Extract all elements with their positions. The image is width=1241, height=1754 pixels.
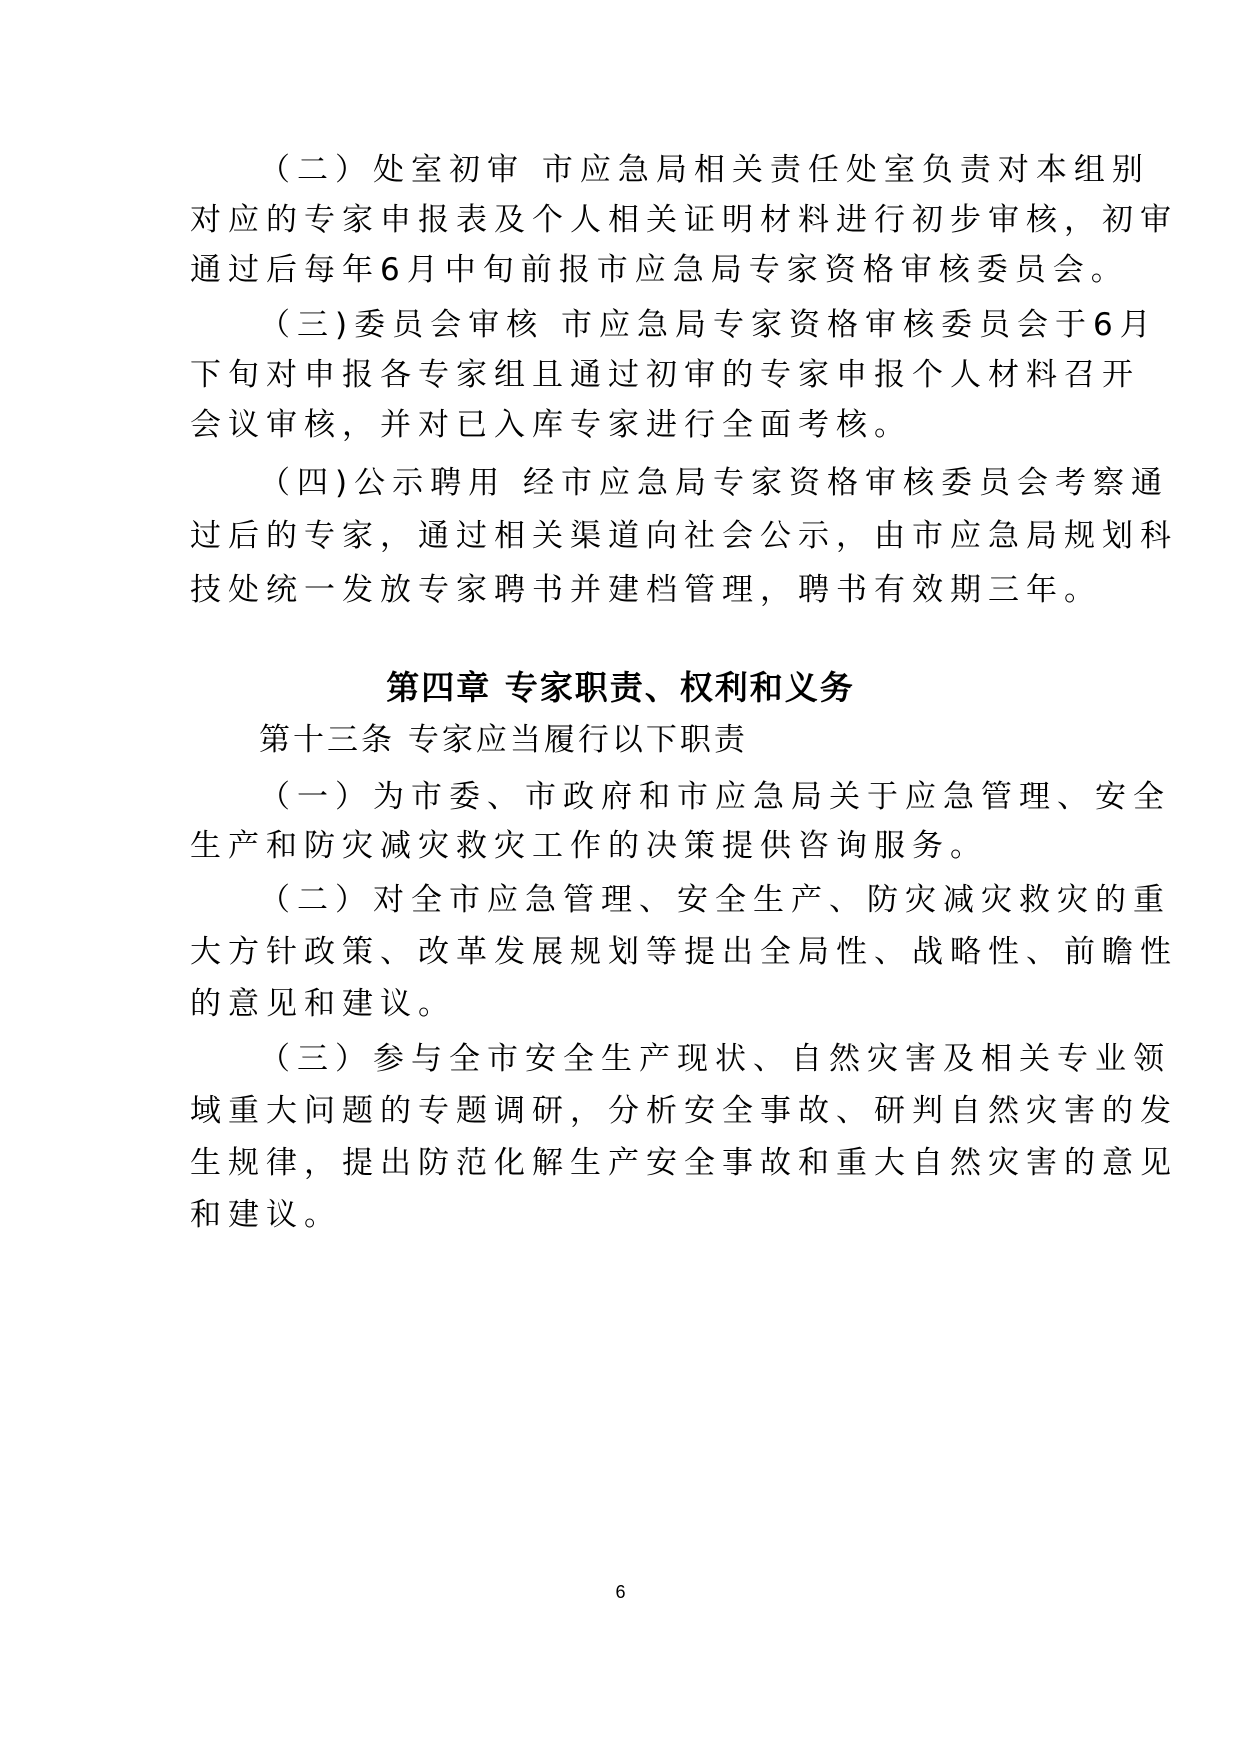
section-4-line-3: 技处统一发放专家聘书并建档管理，聘书有效期三年。 [190, 572, 1102, 608]
duty-2-line-3: 的意见和建议。 [190, 986, 456, 1022]
section-3-line-2: 下旬对申报各专家组且通过初审的专家申报个人材料召开 [190, 357, 1140, 393]
section-3-line-1: （三)委员会审核 市应急局专家资格审核委员会于6月 [259, 307, 1158, 343]
section-2-line-2: 对应的专家申报表及个人相关证明材料进行初步审核，初审 [190, 202, 1178, 238]
section-3-line-3: 会议审核，并对已入库专家进行全面考核。 [190, 407, 912, 443]
section-4-line-2: 过后的专家，通过相关渠道向社会公示，由市应急局规划科 [190, 518, 1178, 554]
duty-3-line-1: （三）参与全市安全生产现状、自然灾害及相关专业领 [259, 1041, 1171, 1077]
duty-3-line-3: 生规律，提出防范化解生产安全事故和重大自然灾害的意见 [190, 1145, 1178, 1181]
article-13-heading: 第十三条 专家应当履行以下职责 [259, 722, 748, 758]
section-2-line-3: 通过后每年6月中旬前报市应急局专家资格审核委员会。 [190, 252, 1129, 288]
duty-2-line-1: （二）对全市应急管理、安全生产、防灾减灾救灾的重 [259, 882, 1171, 918]
page-number: 6 [615, 1582, 626, 1602]
duty-1-line-2: 生产和防灾减灾救灾工作的决策提供咨询服务。 [190, 828, 988, 864]
section-4-line-1: （四)公示聘用 经市应急局专家资格审核委员会考察通 [259, 465, 1169, 501]
duty-3-line-2: 域重大问题的专题调研，分析安全事故、研判自然灾害的发 [190, 1093, 1178, 1129]
section-2-line-1: （二）处室初审 市应急局相关责任处室负责对本组别 [259, 152, 1150, 188]
chapter-heading: 第四章 专家职责、权利和义务 [386, 668, 855, 707]
duty-2-line-2: 大方针政策、改革发展规划等提出全局性、战略性、前瞻性 [190, 934, 1178, 970]
duty-3-line-4: 和建议。 [190, 1197, 342, 1233]
duty-1-line-1: （一）为市委、市政府和市应急局关于应急管理、安全 [259, 779, 1171, 815]
